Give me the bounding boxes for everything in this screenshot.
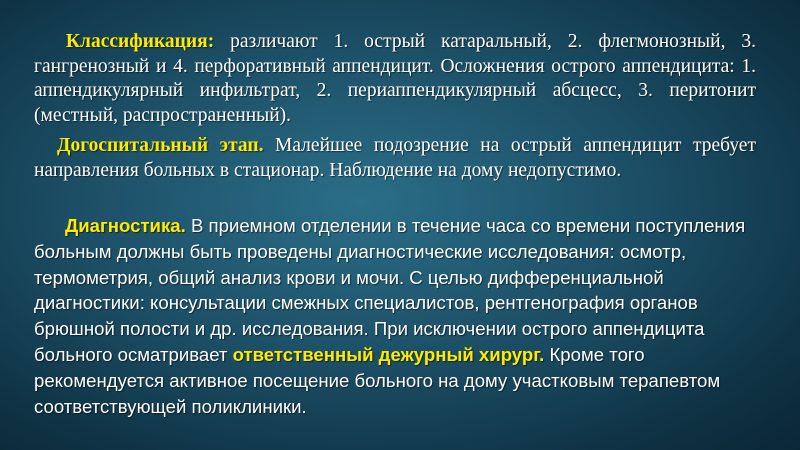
classification-text: различают 1. острый катаральный, 2. флегмонозный, 3. гангренозный и 4. перфоративный аппендицит. Осложнения острого аппендицита: 1. аппендикулярный инфильтрат, 2. периаппендикулярный абсцесс, 3. перитонит (местный, распространенный). bbox=[34, 31, 757, 126]
diagnostics-heading: Диагностика. bbox=[65, 215, 186, 236]
classification-heading: Классификация: bbox=[65, 31, 215, 52]
indent bbox=[34, 215, 65, 236]
diagnostics-highlight: ответственный дежурный хирург. bbox=[232, 343, 545, 365]
indent bbox=[34, 31, 66, 52]
prehospital-text: Малейшее подозрение на острый аппендицит требует направления больных в стационар. Наблюдение на дому недопустимо. bbox=[34, 135, 756, 181]
diagnostics-paragraph bbox=[34, 213, 756, 419]
prehospital-paragraph bbox=[34, 134, 756, 183]
diagnostics-text-after: Кроме того рекомендуется активное посещение больного на дому участковым терапевтом соответствующей поликлиники. bbox=[34, 343, 721, 417]
prehospital-heading: Догоспитальный этап. bbox=[57, 135, 264, 156]
classification-paragraph bbox=[34, 30, 756, 128]
indent bbox=[34, 135, 57, 156]
diagnostics-text-before: В приемном отделении в течение часа со времени поступления больным должны быть проведены диагностические исследования: осмотр, термометрия, общий анализ крови и мочи. С целью дифференциальной диагностики: консультации смежных специалистов, рентгенография органов брюшной полости и др. исследования. При исключении острого аппендицита больного осматривает bbox=[34, 215, 746, 365]
